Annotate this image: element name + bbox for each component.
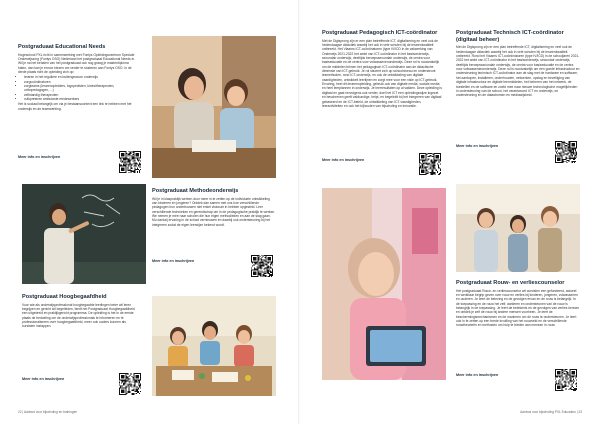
qr-code-icon[interactable]	[418, 152, 442, 176]
qr-code-icon[interactable]	[118, 372, 142, 396]
more-info-link[interactable]: Meer info en inschrijven	[152, 259, 195, 263]
page-footer-left: 22 | Aanbod voor bijscholing en trainingen	[18, 410, 78, 414]
card-title: Postgraduaat Pedagogisch ICT-coördinator	[322, 30, 438, 36]
list-item: • vulkpreteren ambulante medewerkers	[24, 97, 136, 101]
photo-girl-with-tablet	[322, 188, 446, 380]
card-outro: Het is sociaal belangrijk om via je bestaanscontext een link te hebben met het onderwijs en de teamwerking.	[18, 102, 132, 111]
page-footer-right: Aanbod voor bijscholing PXL Education | 23	[520, 410, 582, 414]
card-title: Postgraduaat Hoogbegaafdheid	[22, 294, 107, 300]
card-body: Het postgraduaat Rouw- en verliescounselor wil cursisten een gefundeerd, actueel en werkbaar begrip geven over rouw en verlies bij kinderen, jongeren, volwassenen en ouderen. Je leert de beleving en de gevolgen ervan en de rouw is belangrijk. In de toepassing en de rouw het zelf, aanleren en ondersteunen van de rouw is belangrijk in de toepassing. Je leert de betekenis en de gevolgen van verlies kennen en ontdek je zelf de rouw bij andere mensen voorheen. Je leert de beschermingsmechanismen en de manieren om de rouw te ondersteunen. Je leert ook in te zetten op een brede invulling van het rouwveld en de verschillende rouwtheorieën en methoden om hulp te bieden aan mensen in rouw.	[456, 288, 580, 328]
list-item: • leraren in het reguliere en buitengewoon onderwijs	[24, 75, 136, 79]
more-info-link[interactable]: Meer info en inschrijven	[456, 144, 499, 148]
list-item: • zorgcoördinatoren	[24, 80, 136, 84]
card-body	[18, 53, 136, 111]
qr-code-icon[interactable]	[250, 254, 274, 278]
more-info-link[interactable]: Meer info en inschrijven	[322, 158, 365, 162]
list-item: • zelfstandig therapeuten	[24, 93, 136, 97]
card-body: Met de Digisprong zijn er een plan betreffende ICT, digitalisering en veel ook de hedendaagse didactiek waarbij het ook in vele scholen bij de lerarenkwaliteit ontbreekt. Rond het Vlaams ICT-coördinatoren (type IV/ICD) in de schooljaren 2021-2022 het ambt van ICT-coördinator in het basisonderwijs, secundair onderwijs, deeltijds beroepssecundair onderwijs, de centra voor basiseducatie en de centra voor volwassenenonderwijs. Deze rol is noodzakelijk om een goede infrastructuur en ondersteuning technisch ICT-coördinator aan de slag met de hardware en software, het aankopen, installeren, onderhouden, netwerken, opslag en beveiliging van digitale infrastructuur en digitale leermiddelen, het beheren van het netwerk, de toestellen en de software en zoekt mee naar nieuwe technologische mogelijkheden in ondersteuning van de school, het verantwoord ICT en onderwijs, en ondersteuning en de datastromen en mediawijsheid.	[456, 45, 580, 98]
right-page	[300, 0, 600, 424]
card-technisch-ict	[456, 30, 580, 98]
card-title: Postgraduaat Technisch ICT-coördinator (digitaal beheer)	[456, 30, 564, 43]
qr-code-icon[interactable]	[554, 140, 578, 164]
card-body: Wil je in klaspraktijk werken door meer in te zetten op de individuele ontwikkeling van kinderen en jongeren? Ontdek dan samen met ons hoe verschillende pedagogen hun onderbouwen niet enkel visionair in hebben opgesteld. Leer verschillende technieken en gereedschap om in de pedagogische praktijk te werken. We nemen je mee naar scholen die hun eigen methodieken en aan de slag gaan. Mu dankzij ervaring in de school vernieuwen en daarbij ook ondersteuning bij het integreren zodat de eigen leerwijze bekend wordt.	[152, 196, 276, 227]
card-title: Postgraduaat Methodeonderwijs	[152, 188, 239, 194]
card-title: Postgraduaat Educational Needs	[18, 44, 106, 50]
card-title: Postgraduaat Rouw- en verliescounselor	[456, 280, 565, 286]
card-body: Met de Digisprong zijn er een plan betreffende ICT, digitalisering en veel ook de hedendaagse didactiek waarbij het ook in vele scholen bij de lerarenkwaliteit ontbreekt. Het Vlaams ICT-coördinatoren (type IV/ICD in de vakwerking van Onderwijs 2021-2022 het ambt van ICT-coördinator in het basisonderwijs, secundair onderwijs, deeltijds beroepssecundair onderwijs, de centra voor basiseducatie en de centra voor volwassenenonderwijs. Deze rol is noodzakelijk om de middelen binnen het pedagogisch ICT-coördinator aan de didactische dimensie van ICT-gebruik. Je rol situeert zich op schoolniveau en ondersteunt lesmethoden, rond ICT-onderwijs, en ook de ontwikkeling van digitale vaardigheden, ontwikkelt leerlijnen en zorgt mee voor een visie op ICT-gebruik. Ervaring, heel dit lerarenopleiding, gebruik ook van digitale media, sociale media en heel leerplannen in onderwijs. Je leerresultaten op al vakken. Deze opleiding is digitaal en gaat vervolgens ook verder, doel het ICT een opleidingswijze ingezet en beschreven geeft vakkundige, helpt, en begeleidt bij het integreren van digitaal gebaseerd en de ICT-beleid, de ontwikkeling van ICT-vaardigheden, leeractiviteiten en ook het bijhouden van bijscholing en innovatie.	[322, 38, 442, 108]
card-body: Voor wie als onderwijsprofessional hoogbegaafde leerlingen beter wil leren begrijpen en gericht wil begeleiden, biedt het Postgraduaat Hoogbegaafdheid een uitgebreid en praktijkgericht programma. De opleiding is het in de eerste plaats de bedoeling om de onderwijsprofessionals te informeren en te professionaliseren over hoogbegaafdheid, meer ook ouders kunnen als cursisten instappen.	[22, 302, 135, 329]
card-methodeonderwijs	[152, 188, 276, 227]
photo-children-at-table	[152, 296, 276, 396]
qr-code-icon[interactable]	[118, 150, 142, 174]
photo-family-group	[456, 184, 580, 272]
more-info-link[interactable]: Meer info en inschrijven	[456, 373, 499, 377]
photo-teacher-at-blackboard	[22, 184, 146, 284]
audience-list	[24, 75, 136, 101]
card-hoogbegaafdheid	[22, 294, 140, 329]
card-rouw	[456, 280, 580, 328]
card-pedagogisch-ict	[322, 30, 442, 108]
card-intro: Hogeschool PXL richt in samenwerking met Fontys Opleidingscentrum Speciale Onderwijszorg (Fontys OSO) Nederland het postgraduaat Educational Needs in. Wil je na het behalen van het postgraduaat ook nog graag je masterdiploma halen, dan kan je ervoor kiezen om verder te studeren aan Fontys OSO. In de derde plaats richt de opleiding zich op:	[18, 52, 136, 75]
list-item: • zorgteams (lerarenopleiders, logopedisten, kinesitherapeuten, orthopedagogen, ...)	[24, 84, 136, 93]
more-info-link[interactable]: Meer info en inschrijven	[18, 155, 61, 159]
card-educational-needs	[18, 44, 136, 111]
more-info-link[interactable]: Meer info en inschrijven	[22, 377, 65, 381]
qr-code-icon[interactable]	[554, 368, 578, 392]
photo-teacher-with-child	[152, 36, 276, 178]
